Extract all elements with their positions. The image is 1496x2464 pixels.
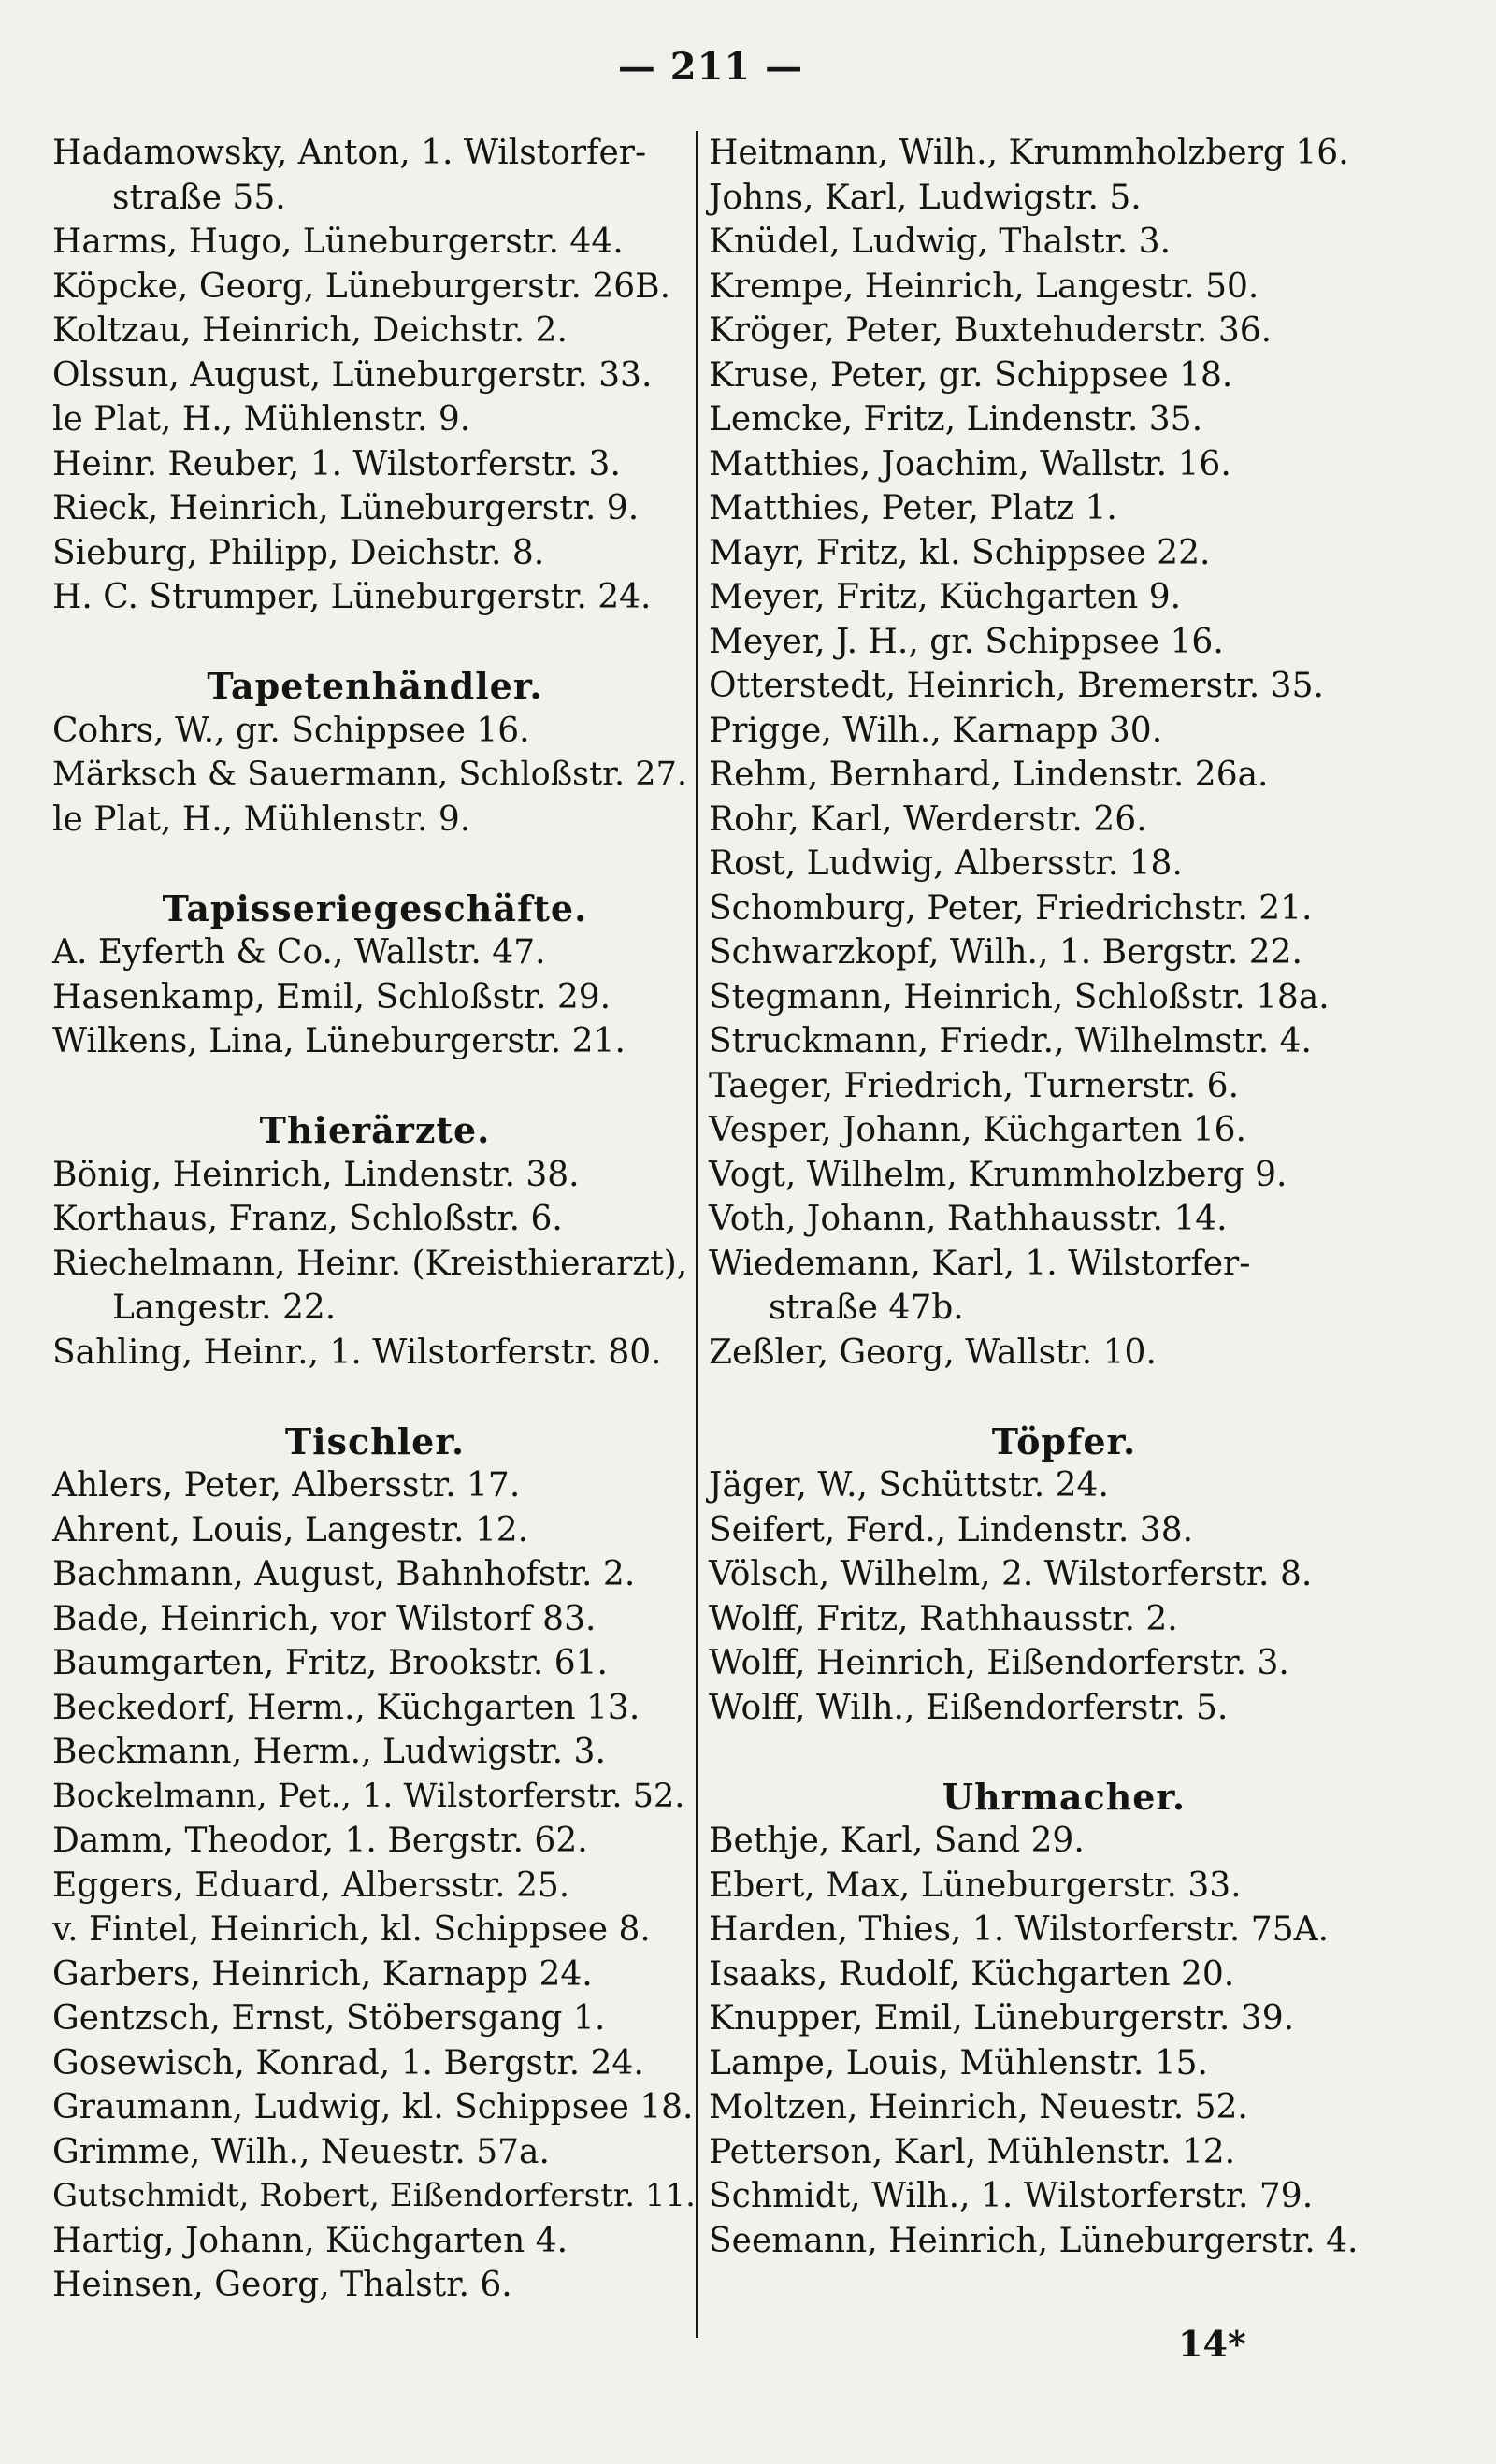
section-heading: Tapetenhändler. [207,665,543,707]
directory-entry: Matthies, Peter, Platz 1. [709,489,1117,527]
directory-entry: Bockelmann, Pet., 1. Wilstorferstr. 52. [52,1777,685,1815]
directory-entry: Wolff, Heinrich, Eißendorferstr. 3. [709,1644,1289,1682]
directory-entry: Wolff, Fritz, Rathhausstr. 2. [709,1599,1178,1638]
page-number: — 211 — [617,45,804,89]
directory-entry: Garbers, Heinrich, Karnapp 24. [52,1954,593,1994]
section-spacer [709,1730,1419,1775]
section-spacer [52,1375,698,1419]
directory-entry: Beckmann, Herm., Ludwigstr. 3. [52,1733,606,1771]
section-spacer [52,842,698,886]
directory-entry: Köpcke, Georg, Lüneburgerstr. 26B. [52,267,671,306]
directory-entry: Rieck, Heinrich, Lüneburgerstr. 9. [52,489,640,527]
directory-entry: Rost, Ludwig, Albersstr. 18. [709,844,1183,883]
directory-entry: Schwarzkopf, Wilh., 1. Bergstr. 22. [709,933,1302,972]
directory-entry: Prigge, Wilh., Karnapp 30. [709,711,1163,750]
directory-entry: Baumgarten, Fritz, Brookstr. 61. [52,1644,608,1682]
entry-continuation: straße 55. [112,178,286,217]
directory-entry: Meyer, J. H., gr. Schippsee 16. [709,622,1224,661]
directory-entry: H. C. Strumper, Lüneburgerstr. 24. [52,578,652,616]
column-divider [696,131,698,2338]
section-heading: Töpfer. [991,1419,1137,1463]
directory-entry: Heinsen, Georg, Thalstr. 6. [52,2266,512,2304]
directory-entry: Ahlers, Peter, Albersstr. 17. [52,1466,521,1505]
directory-entry: Wilkens, Lina, Lüneburgerstr. 21. [52,1022,626,1060]
directory-entry: Otterstedt, Heinrich, Bremerstr. 35. [709,667,1324,705]
directory-entry: Wiedemann, Karl, 1. Wilstorfer- [709,1244,1251,1283]
left-column [52,131,698,2308]
directory-entry: Seemann, Heinrich, Lüneburgerstr. 4. [709,2221,1359,2260]
directory-entry: Johns, Karl, Ludwigstr. 5. [709,178,1142,217]
directory-entry: Petterson, Karl, Mühlenstr. 12. [709,2132,1236,2171]
directory-entry: Kruse, Peter, gr. Schippsee 18. [709,355,1233,395]
directory-entry: Rohr, Karl, Werderstr. 26. [709,800,1147,839]
section-spacer [709,1375,1419,1419]
section-heading: Thierärzte. [259,1109,491,1151]
section-heading: Tischler. [284,1419,466,1463]
directory-entry: Harms, Hugo, Lüneburgerstr. 44. [52,223,624,261]
directory-entry: Schomburg, Peter, Friedrichstr. 21. [709,888,1313,928]
directory-entry: Rehm, Bernhard, Lindenstr. 26a. [709,756,1269,794]
right-column [709,131,1419,2263]
directory-entry: Hasenkamp, Emil, Schloßstr. 29. [52,977,611,1016]
directory-entry: Bade, Heinrich, vor Wilstorf 83. [52,1599,597,1638]
directory-entry: Bethje, Karl, Sand 29. [709,1822,1085,1860]
entry-continuation: Langestr. 22. [112,1289,337,1327]
directory-entry: Zeßler, Georg, Wallstr. 10. [709,1333,1157,1372]
directory-entry: Vesper, Johann, Küchgarten 16. [709,1111,1246,1149]
directory-entry: A. Eyferth & Co., Wallstr. 47. [52,933,546,972]
directory-entry: Graumann, Ludwig, kl. Schippsee 18. [52,2088,694,2126]
directory-entry: Voth, Johann, Rathhausstr. 14. [709,1200,1228,1238]
directory-entry: Gentzsch, Ernst, Stöbersgang 1. [52,1999,606,2038]
directory-entry: Matthies, Joachim, Wallstr. 16. [709,444,1231,483]
directory-entry: Hadamowsky, Anton, 1. Wilstorfer- [52,134,647,172]
directory-entry: Märksch & Sauermann, Schloßstr. 27. [52,756,687,793]
directory-entry: v. Fintel, Heinrich, kl. Schippsee 8. [52,1910,651,1949]
sheet-signature: 14* [1178,2323,1246,2365]
directory-entry: Knupper, Emil, Lüneburgerstr. 39. [709,1999,1295,2038]
directory-entry: Eggers, Eduard, Albersstr. 25. [52,1866,570,1905]
directory-entry: Heitmann, Wilh., Krummholzberg 16. [709,134,1349,172]
directory-entry: Hartig, Johann, Küchgarten 4. [52,2221,568,2260]
directory-entry: Sahling, Heinr., 1. Wilstorferstr. 80. [52,1333,662,1372]
directory-entry: Knüdel, Ludwig, Thalstr. 3. [709,223,1172,261]
directory-entry: Moltzen, Heinrich, Neuestr. 52. [709,2088,1248,2126]
directory-entry: Krempe, Heinrich, Langestr. 50. [709,267,1259,306]
directory-entry: Grimme, Wilh., Neuestr. 57a. [52,2132,550,2171]
directory-entry: Jäger, W., Schüttstr. 24. [709,1466,1109,1505]
directory-entry: le Plat, H., Mühlenstr. 9. [52,800,471,839]
directory-entry: Gosewisch, Konrad, 1. Bergstr. 24. [52,2043,644,2082]
section-heading: Uhrmacher. [942,1775,1187,1818]
directory-entry: Gutschmidt, Robert, Eißendorferstr. 11. [52,2177,696,2214]
directory-entry: Struckmann, Friedr., Wilhelmstr. 4. [709,1022,1312,1060]
directory-entry: Meyer, Fritz, Küchgarten 9. [709,578,1182,616]
directory-entry: Vogt, Wilhelm, Krummholzberg 9. [709,1155,1287,1194]
directory-entry: Harden, Thies, 1. Wilstorferstr. 75A. [709,1910,1330,1949]
directory-entry: Lampe, Louis, Mühlenstr. 15. [709,2043,1208,2082]
directory-entry: Mayr, Fritz, kl. Schippsee 22. [709,533,1211,572]
directory-entry: Bönig, Heinrich, Lindenstr. 38. [52,1155,580,1194]
section-heading: Tapisseriegeschäfte. [162,886,588,929]
directory-entry: Damm, Theodor, 1. Bergstr. 62. [52,1822,588,1860]
directory-entry: Koltzau, Heinrich, Deichstr. 2. [52,311,568,350]
directory-entry: Korthaus, Franz, Schloßstr. 6. [52,1200,563,1238]
directory-entry: Wolff, Wilh., Eißendorferstr. 5. [709,1688,1229,1727]
directory-entry: Heinr. Reuber, 1. Wilstorferstr. 3. [52,444,621,483]
directory-entry: Isaaks, Rudolf, Küchgarten 20. [709,1954,1235,1994]
directory-entry: Sieburg, Philipp, Deichstr. 8. [52,533,545,572]
directory-entry: Bachmann, August, Bahnhofstr. 2. [52,1555,636,1593]
directory-entry: Ebert, Max, Lüneburgerstr. 33. [709,1866,1242,1905]
directory-entry: Seifert, Ferd., Lindenstr. 38. [709,1510,1194,1549]
section-spacer [52,620,698,665]
directory-entry: Lemcke, Fritz, Lindenstr. 35. [709,400,1203,439]
directory-entry: Olssun, August, Lüneburgerstr. 33. [52,355,653,395]
entry-continuation: straße 47b. [769,1289,964,1327]
directory-entry: Ahrent, Louis, Langestr. 12. [52,1510,529,1549]
directory-entry: Cohrs, W., gr. Schippsee 16. [52,711,530,750]
directory-entry: Völsch, Wilhelm, 2. Wilstorferstr. 8. [709,1555,1313,1593]
directory-entry: Riechelmann, Heinr. (Kreisthierarzt), [52,1244,688,1283]
section-spacer [52,1064,698,1109]
directory-entry: Stegmann, Heinrich, Schloßstr. 18a. [709,977,1330,1016]
directory-entry: le Plat, H., Mühlenstr. 9. [52,400,471,439]
directory-entry: Beckedorf, Herm., Küchgarten 13. [52,1688,640,1727]
directory-entry: Schmidt, Wilh., 1. Wilstorferstr. 79. [709,2177,1314,2215]
directory-entry: Kröger, Peter, Buxtehuderstr. 36. [709,311,1273,350]
directory-entry: Taeger, Friedrich, Turnerstr. 6. [709,1066,1240,1105]
